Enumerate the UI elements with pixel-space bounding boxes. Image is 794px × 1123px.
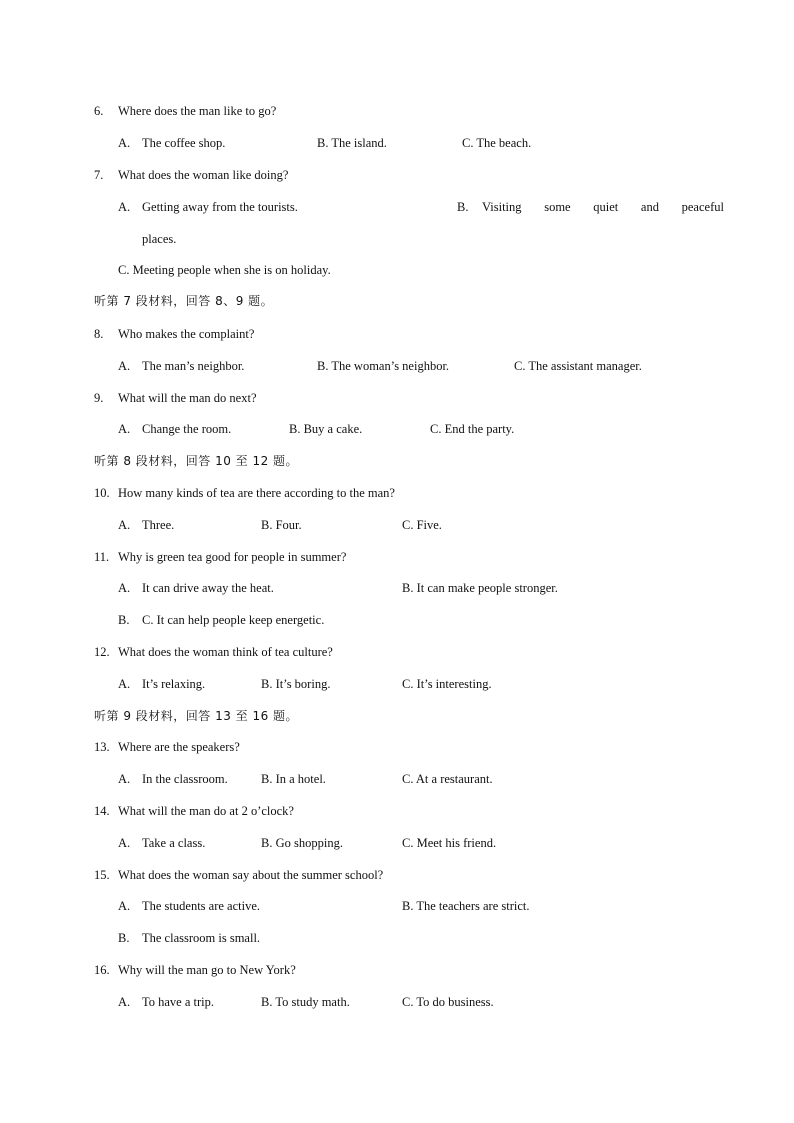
option-13-a: In the classroom.	[142, 772, 228, 786]
question-6-number: 6.	[94, 104, 104, 118]
option-11-a-letter: A.	[118, 581, 131, 595]
question-13-text: Where are the speakers?	[118, 740, 240, 754]
option-14-b: B. Go shopping.	[261, 836, 343, 850]
question-15-text: What does the woman say about the summer school?	[118, 868, 384, 882]
option-10-b: B. Four.	[261, 518, 302, 532]
question-12-number: 12.	[94, 645, 110, 659]
option-16-b: B. To study math.	[261, 995, 350, 1009]
option-7-b	[482, 199, 724, 215]
option-7-c: C. Meeting people when she is on holiday.	[118, 263, 331, 277]
option-11-b: B. It can make people stronger.	[402, 581, 558, 595]
option-10-a: Three.	[142, 518, 175, 532]
option-12-a: It’s relaxing.	[142, 677, 206, 691]
question-16-text: Why will the man go to New York?	[118, 963, 296, 977]
question-6-text: Where does the man like to go?	[118, 104, 277, 118]
option-8-b: B. The woman’s neighbor.	[317, 359, 450, 373]
section-7-instruction: 听第 7 段材料，回答 8、9 题。	[94, 294, 274, 308]
option-7-b-word: and	[640, 200, 659, 214]
question-9-text: What will the man do next?	[118, 391, 257, 405]
question-9-number: 9.	[94, 391, 104, 405]
option-15-a-letter: A.	[118, 899, 131, 913]
section-9-instruction: 听第 9 段材料，回答 13 至 16 题。	[94, 709, 299, 723]
option-9-c: C. End the party.	[430, 422, 515, 436]
question-13-number: 13.	[94, 740, 110, 754]
option-8-a: The man’s neighbor.	[142, 359, 245, 373]
option-7-a: Getting away from the tourists.	[142, 200, 298, 214]
option-14-c: C. Meet his friend.	[402, 836, 497, 850]
question-8-text: Who makes the complaint?	[118, 327, 255, 341]
option-7-b-continued: places.	[142, 232, 177, 246]
option-15-b: B. The teachers are strict.	[402, 899, 530, 913]
option-12-c: C. It’s interesting.	[402, 677, 492, 691]
question-11-number: 11.	[94, 550, 110, 564]
option-16-a-letter: A.	[118, 995, 131, 1009]
section-8-instruction: 听第 8 段材料，回答 10 至 12 题。	[94, 454, 299, 468]
option-10-a-letter: A.	[118, 518, 131, 532]
option-8-a-letter: A.	[118, 359, 131, 373]
option-14-a-letter: A.	[118, 836, 131, 850]
option-16-a: To have a trip.	[142, 995, 215, 1009]
question-14-text: What will the man do at 2 o’clock?	[118, 804, 294, 818]
question-12-text: What does the woman think of tea culture?	[118, 645, 333, 659]
option-16-c: C. To do business.	[402, 995, 494, 1009]
option-6-b: B. The island.	[317, 136, 387, 150]
option-7-b-word: quiet	[593, 200, 619, 214]
option-11-a: It can drive away the heat.	[142, 581, 274, 595]
question-14-number: 14.	[94, 804, 110, 818]
option-7-b-word: Visiting	[482, 200, 522, 214]
question-15-number: 15.	[94, 868, 110, 882]
question-7-text: What does the woman like doing?	[118, 168, 289, 182]
option-10-c: C. Five.	[402, 518, 442, 532]
question-8-number: 8.	[94, 327, 104, 341]
option-12-a-letter: A.	[118, 677, 131, 691]
option-11-c-letter: B.	[118, 613, 130, 627]
option-15-c-letter: B.	[118, 931, 130, 945]
question-10-text: How many kinds of tea are there according to the man?	[118, 486, 395, 500]
option-11-c: C. It can help people keep energetic.	[142, 613, 325, 627]
option-15-c: The classroom is small.	[142, 931, 261, 945]
option-6-a-letter: A.	[118, 136, 131, 150]
option-7-a-letter: A.	[118, 200, 131, 214]
question-11-text: Why is green tea good for people in summer?	[118, 550, 347, 564]
option-12-b: B. It’s boring.	[261, 677, 331, 691]
question-16-number: 16.	[94, 963, 110, 977]
option-7-b-word: peaceful	[681, 200, 724, 214]
option-6-c: C. The beach.	[462, 136, 532, 150]
option-13-a-letter: A.	[118, 772, 131, 786]
option-14-a: Take a class.	[142, 836, 206, 850]
option-13-b: B. In a hotel.	[261, 772, 326, 786]
option-15-a: The students are active.	[142, 899, 261, 913]
question-10-number: 10.	[94, 486, 110, 500]
option-9-a: Change the room.	[142, 422, 232, 436]
option-13-c: C. At a restaurant.	[402, 772, 493, 786]
option-9-a-letter: A.	[118, 422, 131, 436]
option-9-b: B. Buy a cake.	[289, 422, 363, 436]
question-7-number: 7.	[94, 168, 104, 182]
option-6-a: The coffee shop.	[142, 136, 226, 150]
option-8-c: C. The assistant manager.	[514, 359, 642, 373]
option-7-b-letter: B.	[457, 200, 469, 214]
option-7-b-word: some	[544, 200, 571, 214]
